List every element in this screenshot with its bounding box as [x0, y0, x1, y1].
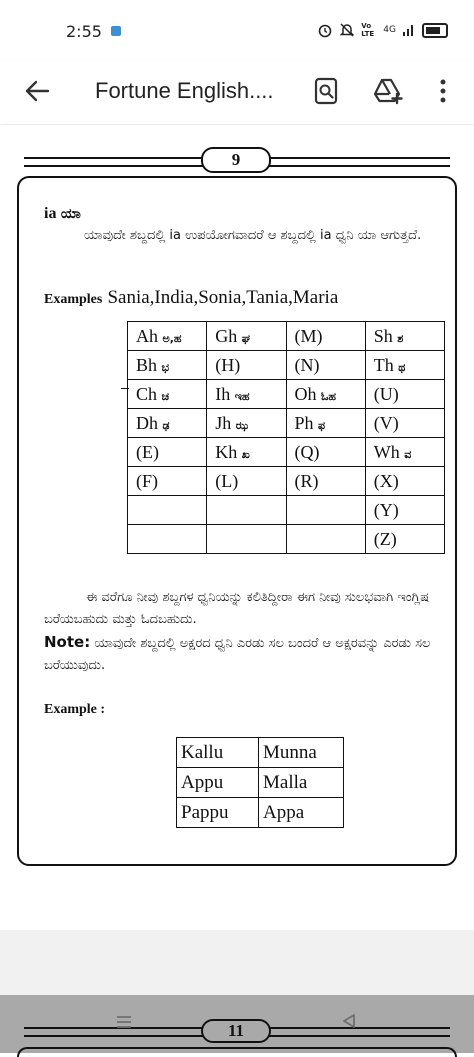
section-heading [44, 205, 81, 223]
letters-cell [286, 438, 365, 467]
note-paragraph [44, 631, 444, 677]
status-time: 2:55 [66, 22, 102, 41]
volte-indicator: Vo LTE [361, 22, 375, 38]
letter-latin: (E) [136, 441, 159, 462]
notification-icon [111, 26, 121, 36]
letters-cell [286, 467, 365, 496]
letter-latin: (Y) [373, 499, 399, 520]
letter-latin: Jh [215, 412, 232, 433]
letters-cell [207, 351, 286, 380]
document-page[interactable] [0, 125, 474, 930]
name-cell: Appu [177, 768, 259, 798]
letters-cell [286, 322, 365, 351]
letters-row [128, 351, 445, 380]
letter-latin: (Q) [294, 441, 320, 462]
letter-latin: (H) [215, 354, 241, 375]
letter-latin: (F) [136, 470, 158, 491]
letters-cell [286, 380, 365, 409]
letters-cell [286, 525, 365, 554]
letter-kannada: ಖ [241, 447, 250, 461]
examples-line [44, 287, 338, 309]
letters-cell [207, 467, 286, 496]
letter-latin: Oh [294, 383, 317, 404]
letter-latin: Ah [136, 325, 158, 346]
body-paragraph: ಈ ವರೆಗೂ ನೀವು ಶಬ್ದಗಳ ಧ್ವನಿಯನ್ನು ಕಲಿತಿದ್ದೀರಾ ಈಗ ನೀವು ಸುಲಭವಾಗಿ ಇಂಗ್ಲಿಷ ಬರೆಯಬಹುದು ಮತ್ತು ಓದಬಹುದು. [44, 590, 430, 627]
letter-kannada: ಥ [398, 360, 406, 374]
status-bar [0, 0, 474, 60]
examples-label: Examples [44, 292, 103, 307]
more-options-button[interactable] [428, 74, 458, 108]
letter-latin: (L) [215, 470, 239, 491]
letters-cell [128, 322, 207, 351]
arrow-left-icon [22, 74, 52, 108]
letter-latin: Sh [373, 325, 393, 346]
name-cell: Appa [259, 798, 344, 828]
letter-latin: Kh [215, 441, 238, 462]
search-document-button[interactable] [309, 74, 343, 108]
letters-cell [128, 409, 207, 438]
letter-latin: Wh [373, 441, 400, 462]
letter-kannada: ಅ,ಹ [162, 331, 182, 345]
names-row [177, 798, 344, 828]
drive-add-icon [372, 76, 404, 106]
menu-icon [114, 1014, 134, 1030]
letters-cell [365, 322, 444, 351]
next-page-preview[interactable] [0, 995, 474, 1053]
letter-kannada: ಘ [241, 331, 251, 345]
next-page-number: 11 [201, 1019, 271, 1043]
triangle-back-icon [340, 1012, 358, 1030]
letters-cell [128, 467, 207, 496]
letter-latin: (V) [373, 412, 399, 433]
page-gap [0, 930, 474, 995]
alarm-icon [317, 22, 333, 38]
letters-cell [365, 438, 444, 467]
nav-recents-button[interactable] [114, 1011, 134, 1035]
letters-cell [286, 496, 365, 525]
example-label: Example : [44, 702, 106, 717]
note-text: ಯಾವುದೇ ಶಬ್ದದಲ್ಲಿ ಅಕ್ಷರದ ಧ್ವನಿ ಎರಡು ಸಲ ಬಂದರೆ ಆ ಅಕ್ಷರವನ್ನು ಎರಡು ಸಲ ಬರೆಯುವುದು. [44, 636, 431, 673]
letters-cell [128, 496, 207, 525]
letter-latin: (N) [294, 354, 320, 375]
name-cell: Pappu [177, 798, 259, 828]
note-label: Note: [44, 633, 91, 651]
app-bar [0, 60, 474, 124]
letter-latin: (X) [373, 470, 399, 491]
search-document-icon [313, 76, 339, 106]
letter-kannada: ಚ [161, 389, 170, 403]
letters-cell [207, 409, 286, 438]
letter-latin: (M) [294, 325, 323, 346]
letters-cell [128, 525, 207, 554]
names-table [176, 737, 344, 828]
back-button[interactable] [22, 74, 56, 108]
letter-latin: Ch [136, 383, 158, 404]
letters-cell [365, 467, 444, 496]
heading-kannada: ಯಾ [60, 206, 81, 222]
letter-kannada: ಇಹ [234, 389, 250, 403]
letters-cell [365, 409, 444, 438]
letters-cell [365, 525, 444, 554]
letter-kannada: ಫ [318, 418, 326, 432]
letters-row [128, 496, 445, 525]
letter-kannada: ಶ [397, 331, 404, 345]
letters-cell [207, 380, 286, 409]
letter-latin: Gh [215, 325, 238, 346]
letter-latin: (R) [294, 470, 319, 491]
letter-kannada: ಝ [235, 418, 249, 432]
letters-cell [207, 322, 286, 351]
letters-cell [365, 496, 444, 525]
letter-latin: (U) [373, 383, 399, 404]
letter-latin: Ph [294, 412, 314, 433]
name-cell: Malla [259, 768, 344, 798]
letter-latin: Ih [215, 383, 231, 404]
letters-cell [365, 380, 444, 409]
next-content-box [17, 1047, 457, 1057]
name-cell: Kallu [177, 738, 259, 768]
letters-cell [128, 438, 207, 467]
letters-row [128, 322, 445, 351]
letters-cell [128, 351, 207, 380]
letters-cell [207, 438, 286, 467]
heading-latin: ia [44, 205, 57, 222]
letters-cell [365, 351, 444, 380]
letters-cell [286, 351, 365, 380]
nav-back-button[interactable] [340, 1011, 358, 1035]
letters-cell [286, 409, 365, 438]
letter-kannada: ಢ [162, 418, 170, 432]
names-row [177, 768, 344, 798]
letters-row [128, 525, 445, 554]
letter-latin: Dh [136, 412, 158, 433]
letter-latin: Th [373, 354, 394, 375]
letter-kannada: ವ [404, 447, 412, 461]
letters-row [128, 467, 445, 496]
letter-latin: (Z) [373, 528, 397, 549]
names-row [177, 738, 344, 768]
letters-cell [128, 380, 207, 409]
more-vertical-icon [440, 79, 446, 103]
app-title: Fortune English.... [95, 78, 274, 103]
name-cell: Munna [259, 738, 344, 768]
letters-cell [207, 496, 286, 525]
examples-value: Sania,India,Sonia,Tania,Maria [107, 287, 339, 308]
letters-row [128, 409, 445, 438]
letter-kannada: ಭ [161, 360, 170, 374]
network-indicator: 4G [383, 25, 396, 35]
letters-row [128, 380, 445, 409]
page-number: 9 [201, 147, 271, 173]
intro-paragraph: ಯಾವುದೇ ಶಬ್ದದಲ್ಲಿ ia ಉಪಯೋಗವಾದರೆ ಆ ಶಬ್ದದಲ್ಲಿ ia ಧ್ವನಿ ಯಾ ಆಗುತ್ತದೆ. [84, 228, 422, 243]
signal-icon [402, 23, 416, 37]
letters-table [127, 321, 445, 554]
letters-cell [207, 525, 286, 554]
mute-icon [339, 22, 355, 38]
letters-row [128, 438, 445, 467]
status-icons [317, 22, 448, 38]
battery-icon [422, 23, 448, 38]
letter-latin: Bh [136, 354, 158, 375]
letter-kannada: ಓಹ [321, 389, 337, 403]
add-drive-button[interactable] [371, 74, 405, 108]
